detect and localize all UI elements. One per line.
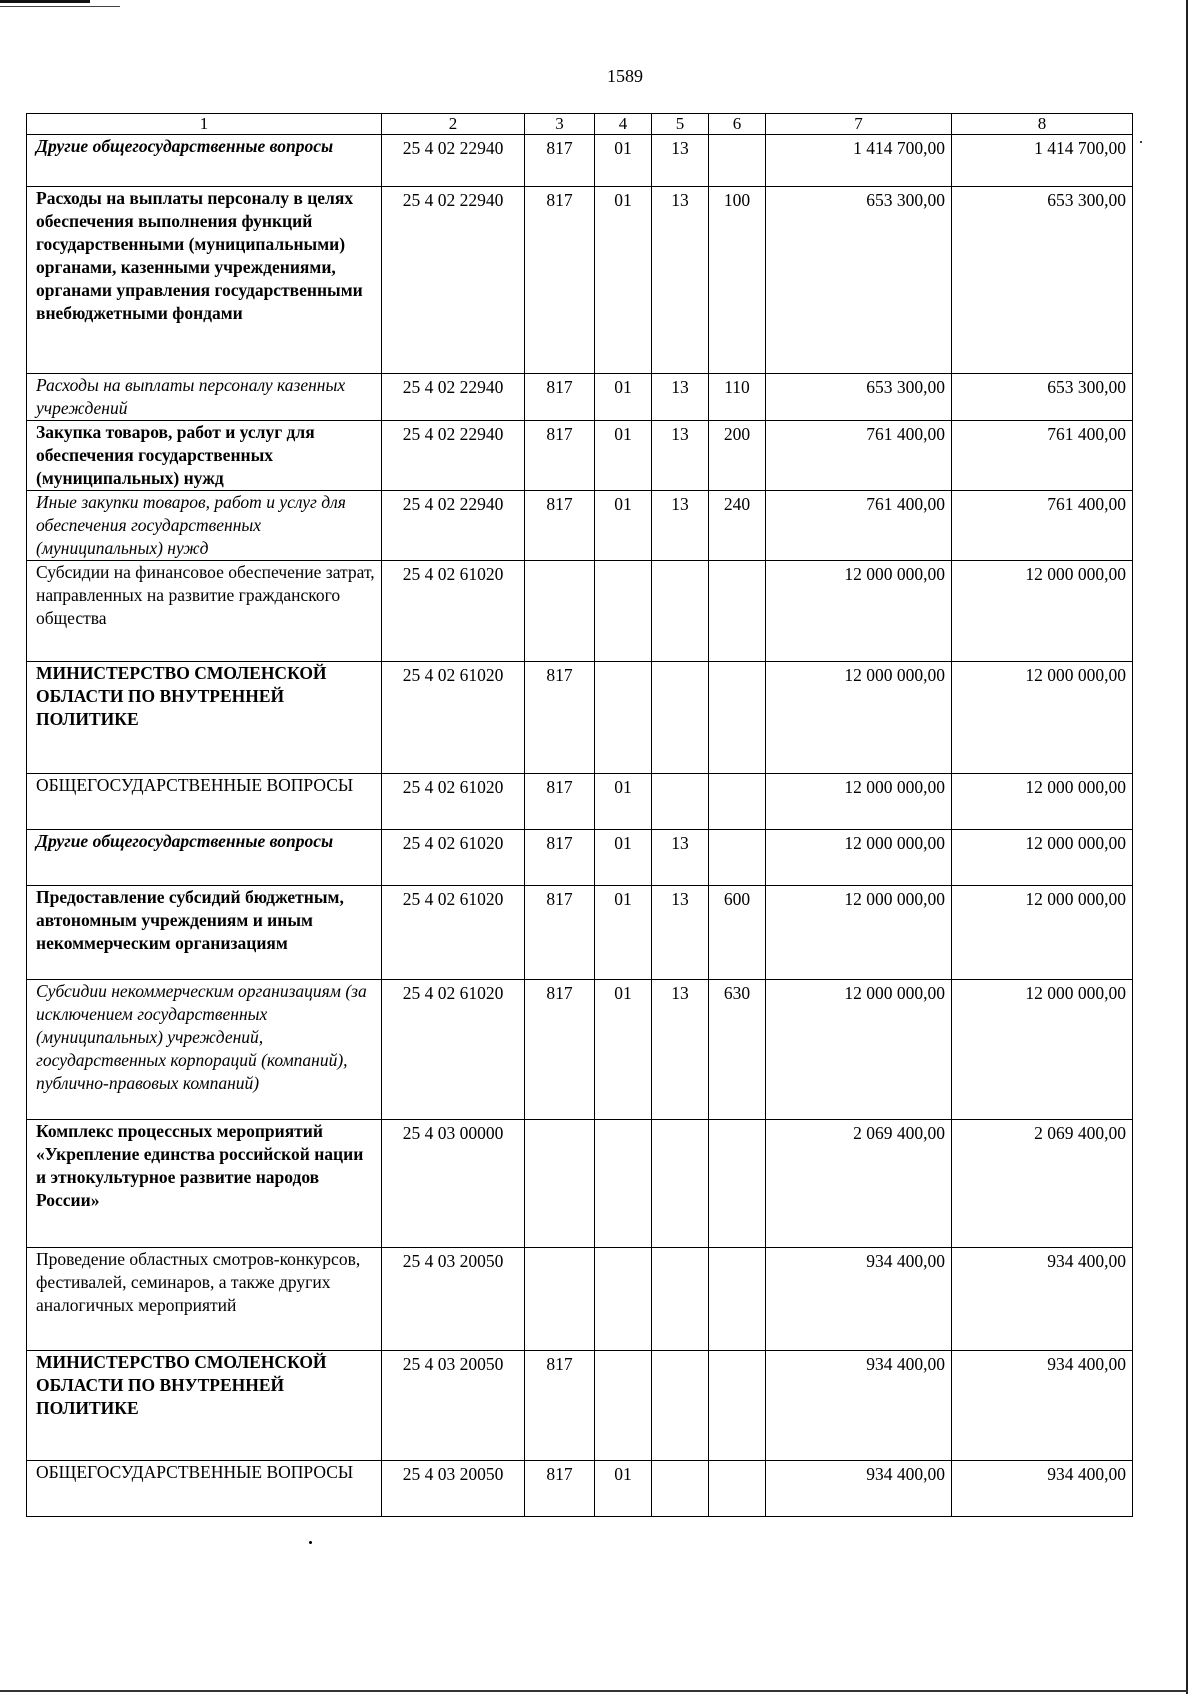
amount-year-2: 12 000 000,00: [952, 561, 1133, 662]
amount-year-1: 12 000 000,00: [766, 774, 952, 830]
admin-code: 817: [525, 135, 595, 187]
section-code: 01: [595, 980, 652, 1120]
row-label: Расходы на выплаты персоналу казенных учреждений: [27, 374, 382, 421]
column-number-header: 7: [766, 114, 952, 135]
amount-year-2: 761 400,00: [952, 421, 1133, 491]
table-row: [27, 135, 1133, 187]
subsection-code: 13: [652, 421, 709, 491]
subsection-code: [652, 561, 709, 662]
admin-code: 817: [525, 886, 595, 980]
amount-year-1: 12 000 000,00: [766, 980, 952, 1120]
column-number-header: 4: [595, 114, 652, 135]
page-number: 1589: [607, 66, 643, 86]
target-code: 25 4 02 22940: [382, 491, 525, 561]
target-code: 25 4 02 22940: [382, 135, 525, 187]
amount-year-2: 653 300,00: [952, 187, 1133, 374]
expense-type-code: [709, 662, 766, 774]
row-label: Закупка товаров, работ и услуг для обеспечения государственных (муниципальных) нужд: [27, 421, 382, 491]
row-label: Другие общегосударственные вопросы: [27, 135, 382, 187]
target-code: 25 4 03 20050: [382, 1351, 525, 1461]
column-number-header: 1: [27, 114, 382, 135]
expense-type-code: 630: [709, 980, 766, 1120]
amount-year-2: 653 300,00: [952, 374, 1133, 421]
section-code: 01: [595, 830, 652, 886]
row-label: МИНИСТЕРСТВО СМОЛЕНСКОЙ ОБЛАСТИ ПО ВНУТРЕННЕЙ ПОЛИТИКЕ: [27, 1351, 382, 1461]
subsection-code: 13: [652, 187, 709, 374]
expense-type-code: 240: [709, 491, 766, 561]
section-code: 01: [595, 774, 652, 830]
section-code: 01: [595, 886, 652, 980]
subsection-code: 13: [652, 374, 709, 421]
column-number-header: 6: [709, 114, 766, 135]
row-label: Предоставление субсидий бюджетным, автономным учреждениям и иным некоммерческим организациям: [27, 886, 382, 980]
expense-type-code: [709, 1248, 766, 1351]
target-code: 25 4 02 61020: [382, 561, 525, 662]
amount-year-2: 12 000 000,00: [952, 830, 1133, 886]
admin-code: 817: [525, 374, 595, 421]
column-number-header: 8: [952, 114, 1133, 135]
section-code: [595, 1120, 652, 1248]
row-label: Субсидии на финансовое обеспечение затрат, направленных на развитие гражданского общества: [27, 561, 382, 662]
target-code: 25 4 02 22940: [382, 374, 525, 421]
table-row: [27, 774, 1133, 830]
target-code: 25 4 02 22940: [382, 421, 525, 491]
admin-code: 817: [525, 1461, 595, 1517]
row-label: Другие общегосударственные вопросы: [27, 830, 382, 886]
amount-year-2: 12 000 000,00: [952, 662, 1133, 774]
subsection-code: 13: [652, 135, 709, 187]
subsection-code: [652, 662, 709, 774]
scan-speck: [1140, 141, 1142, 143]
amount-year-1: 2 069 400,00: [766, 1120, 952, 1248]
section-code: [595, 662, 652, 774]
amount-year-2: 934 400,00: [952, 1351, 1133, 1461]
table-row: [27, 491, 1133, 561]
budget-table: [26, 113, 1133, 1517]
admin-code: 817: [525, 1351, 595, 1461]
table-row: [27, 1248, 1133, 1351]
amount-year-1: 934 400,00: [766, 1351, 952, 1461]
row-label: Расходы на выплаты персоналу в целях обеспечения выполнения функций государственными (муниципальными) органами, казенными учреждениями, органами управления государственными внебюджетными фондами: [27, 187, 382, 374]
amount-year-1: 12 000 000,00: [766, 561, 952, 662]
table-row: [27, 1120, 1133, 1248]
subsection-code: [652, 1351, 709, 1461]
admin-code: [525, 1120, 595, 1248]
admin-code: [525, 561, 595, 662]
table-row: [27, 886, 1133, 980]
expense-type-code: [709, 561, 766, 662]
subsection-code: 13: [652, 886, 709, 980]
subsection-code: 13: [652, 980, 709, 1120]
target-code: 25 4 03 20050: [382, 1461, 525, 1517]
amount-year-1: 761 400,00: [766, 491, 952, 561]
amount-year-1: 653 300,00: [766, 374, 952, 421]
amount-year-2: 2 069 400,00: [952, 1120, 1133, 1248]
amount-year-1: 934 400,00: [766, 1248, 952, 1351]
section-code: 01: [595, 421, 652, 491]
table-row: [27, 662, 1133, 774]
target-code: 25 4 03 20050: [382, 1248, 525, 1351]
scan-artifact-bottom-edge: [0, 1690, 1188, 1692]
target-code: 25 4 02 61020: [382, 980, 525, 1120]
table-row: [27, 830, 1133, 886]
admin-code: 817: [525, 421, 595, 491]
expense-type-code: 600: [709, 886, 766, 980]
expense-type-code: [709, 830, 766, 886]
amount-year-2: 934 400,00: [952, 1248, 1133, 1351]
section-code: 01: [595, 374, 652, 421]
row-label: Комплекс процессных мероприятий «Укрепление единства российской нации и этнокультурное развитие народов России»: [27, 1120, 382, 1248]
column-number-row: [27, 114, 1133, 135]
subsection-code: [652, 1248, 709, 1351]
section-code: 01: [595, 1461, 652, 1517]
section-code: [595, 561, 652, 662]
subsection-code: [652, 1461, 709, 1517]
table-row: [27, 1351, 1133, 1461]
expense-type-code: [709, 774, 766, 830]
admin-code: 817: [525, 774, 595, 830]
expense-type-code: [709, 1120, 766, 1248]
amount-year-1: 934 400,00: [766, 1461, 952, 1517]
admin-code: 817: [525, 491, 595, 561]
expense-type-code: 110: [709, 374, 766, 421]
amount-year-1: 653 300,00: [766, 187, 952, 374]
column-number-header: 5: [652, 114, 709, 135]
amount-year-1: 12 000 000,00: [766, 830, 952, 886]
table-body: [27, 114, 1133, 1517]
expense-type-code: [709, 135, 766, 187]
row-label: Субсидии некоммерческим организациям (за исключением государственных (муниципальных) учреждений, государственных корпораций (компаний), публично-правовых компаний): [27, 980, 382, 1120]
subsection-code: 13: [652, 830, 709, 886]
column-number-header: 3: [525, 114, 595, 135]
admin-code: 817: [525, 980, 595, 1120]
table-row: [27, 561, 1133, 662]
section-code: 01: [595, 491, 652, 561]
expense-type-code: [709, 1461, 766, 1517]
amount-year-2: 1 414 700,00: [952, 135, 1133, 187]
section-code: 01: [595, 187, 652, 374]
table-row: [27, 421, 1133, 491]
expense-type-code: [709, 1351, 766, 1461]
amount-year-1: 12 000 000,00: [766, 662, 952, 774]
scan-speck: [309, 1541, 312, 1544]
amount-year-2: 761 400,00: [952, 491, 1133, 561]
expense-type-code: 100: [709, 187, 766, 374]
target-code: 25 4 02 61020: [382, 830, 525, 886]
row-label: Проведение областных смотров-конкурсов, фестивалей, семинаров, а также других аналогичных мероприятий: [27, 1248, 382, 1351]
subsection-code: [652, 1120, 709, 1248]
table-row: [27, 374, 1133, 421]
target-code: 25 4 03 00000: [382, 1120, 525, 1248]
section-code: [595, 1351, 652, 1461]
row-label: ОБЩЕГОСУДАРСТВЕННЫЕ ВОПРОСЫ: [27, 774, 382, 830]
section-code: 01: [595, 135, 652, 187]
table-row: [27, 980, 1133, 1120]
subsection-code: [652, 774, 709, 830]
amount-year-2: 12 000 000,00: [952, 980, 1133, 1120]
section-code: [595, 1248, 652, 1351]
admin-code: 817: [525, 830, 595, 886]
scan-artifact-right-edge: [1186, 0, 1188, 1694]
row-label: Иные закупки товаров, работ и услуг для обеспечения государственных (муниципальных) нужд: [27, 491, 382, 561]
row-label: МИНИСТЕРСТВО СМОЛЕНСКОЙ ОБЛАСТИ ПО ВНУТРЕННЕЙ ПОЛИТИКЕ: [27, 662, 382, 774]
subsection-code: 13: [652, 491, 709, 561]
target-code: 25 4 02 61020: [382, 886, 525, 980]
amount-year-1: 1 414 700,00: [766, 135, 952, 187]
target-code: 25 4 02 61020: [382, 774, 525, 830]
amount-year-1: 761 400,00: [766, 421, 952, 491]
admin-code: [525, 1248, 595, 1351]
scan-artifact-top: [0, 0, 90, 3]
admin-code: 817: [525, 187, 595, 374]
column-number-header: 2: [382, 114, 525, 135]
admin-code: 817: [525, 662, 595, 774]
amount-year-2: 12 000 000,00: [952, 886, 1133, 980]
amount-year-2: 934 400,00: [952, 1461, 1133, 1517]
expense-type-code: 200: [709, 421, 766, 491]
target-code: 25 4 02 22940: [382, 187, 525, 374]
target-code: 25 4 02 61020: [382, 662, 525, 774]
table-row: [27, 1461, 1133, 1517]
amount-year-1: 12 000 000,00: [766, 886, 952, 980]
table-row: [27, 187, 1133, 374]
row-label: ОБЩЕГОСУДАРСТВЕННЫЕ ВОПРОСЫ: [27, 1461, 382, 1517]
amount-year-2: 12 000 000,00: [952, 774, 1133, 830]
scan-artifact-top-line: [0, 6, 120, 7]
